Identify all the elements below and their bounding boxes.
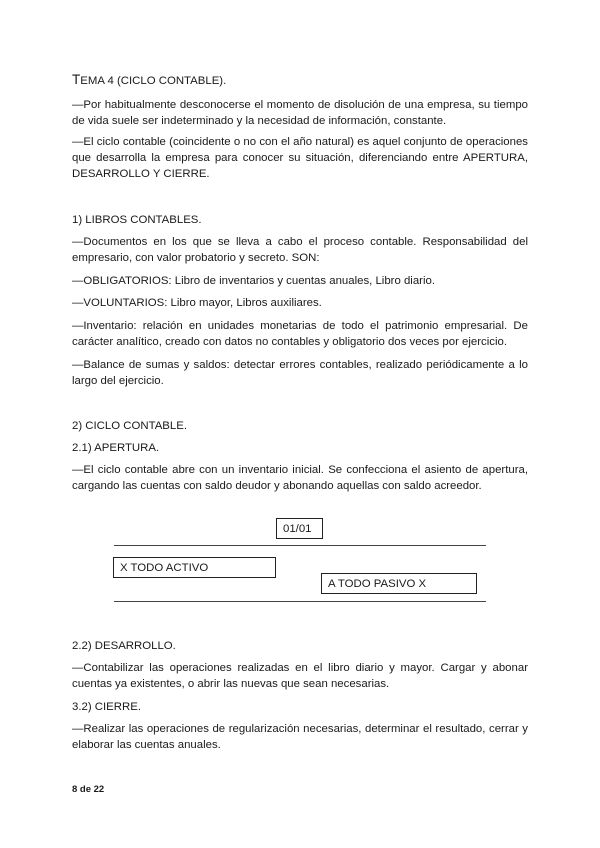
section-1-heading: 1) LIBROS CONTABLES. bbox=[72, 214, 202, 226]
entry-credit-box: A TODO PASIVO X bbox=[321, 573, 477, 594]
section-1-paragraph-1: —Documentos en los que se lleva a cabo el proceso contable. Responsabilidad del empresario, con valor probatorio y secreto. SON: bbox=[72, 236, 528, 264]
section-3-2-heading: 3.2) CIERRE. bbox=[72, 701, 141, 713]
entry-debit-box: X TODO ACTIVO bbox=[113, 557, 276, 578]
page-number: 8 de 22 bbox=[72, 784, 105, 795]
intro-paragraph-1: —Por habitualmente desconocerse el momento de disolución de una empresa, su tiempo de vida suele ser indeterminado y la necesidad de información, constante. bbox=[72, 99, 528, 127]
title-rest: EMA 4 (CICLO CONTABLE). bbox=[80, 75, 227, 87]
intro-paragraph-2: —El ciclo contable (coincidente o no con el año natural) es aquel conjunto de operaciones que desarrolla la empresa para conocer su situación, diferenciando entre APERTURA, DESARROLLO Y CIERRE. bbox=[72, 136, 528, 180]
section-2-2-paragraph: —Contabilizar las operaciones realizadas en el libro diario y mayor. Cargar y abonar cuentas ya existentes, o abrir las nuevas que sean necesarias. bbox=[72, 662, 528, 690]
section-2-1-paragraph: —El ciclo contable abre con un inventario inicial. Se confecciona el asiento de apertura, cargando las cuentas con saldo deudor y abonando aquellas con saldo acreedor. bbox=[72, 464, 528, 492]
section-1-paragraph-5: —Balance de sumas y saldos: detectar errores contables, realizado periódicamente a lo largo del ejercicio. bbox=[72, 359, 528, 387]
entry-top-rule bbox=[114, 545, 486, 546]
entry-number-box: 01/01 bbox=[276, 518, 323, 539]
section-1-paragraph-2: —OBLIGATORIOS: Libro de inventarios y cuentas anuales, Libro diario. bbox=[72, 275, 435, 287]
section-2-heading: 2) CICLO CONTABLE. bbox=[72, 420, 187, 432]
page-title bbox=[72, 72, 226, 87]
entry-bottom-rule bbox=[114, 601, 486, 602]
section-3-2-paragraph: —Realizar las operaciones de regularización necesarias, determinar el resultado, cerrar y elaborar las cuentas anuales. bbox=[72, 723, 528, 751]
title-initial: T bbox=[72, 72, 81, 87]
section-2-1-heading: 2.1) APERTURA. bbox=[72, 442, 160, 454]
section-1-paragraph-3: —VOLUNTARIOS: Libro mayor, Libros auxiliares. bbox=[72, 297, 322, 309]
section-1-paragraph-4: —Inventario: relación en unidades monetarias de todo el patrimonio empresarial. De carácter analítico, creado con datos no contables y obligatorio dos veces por ejercicio. bbox=[72, 320, 528, 348]
section-2-2-heading: 2.2) DESARROLLO. bbox=[72, 640, 176, 652]
